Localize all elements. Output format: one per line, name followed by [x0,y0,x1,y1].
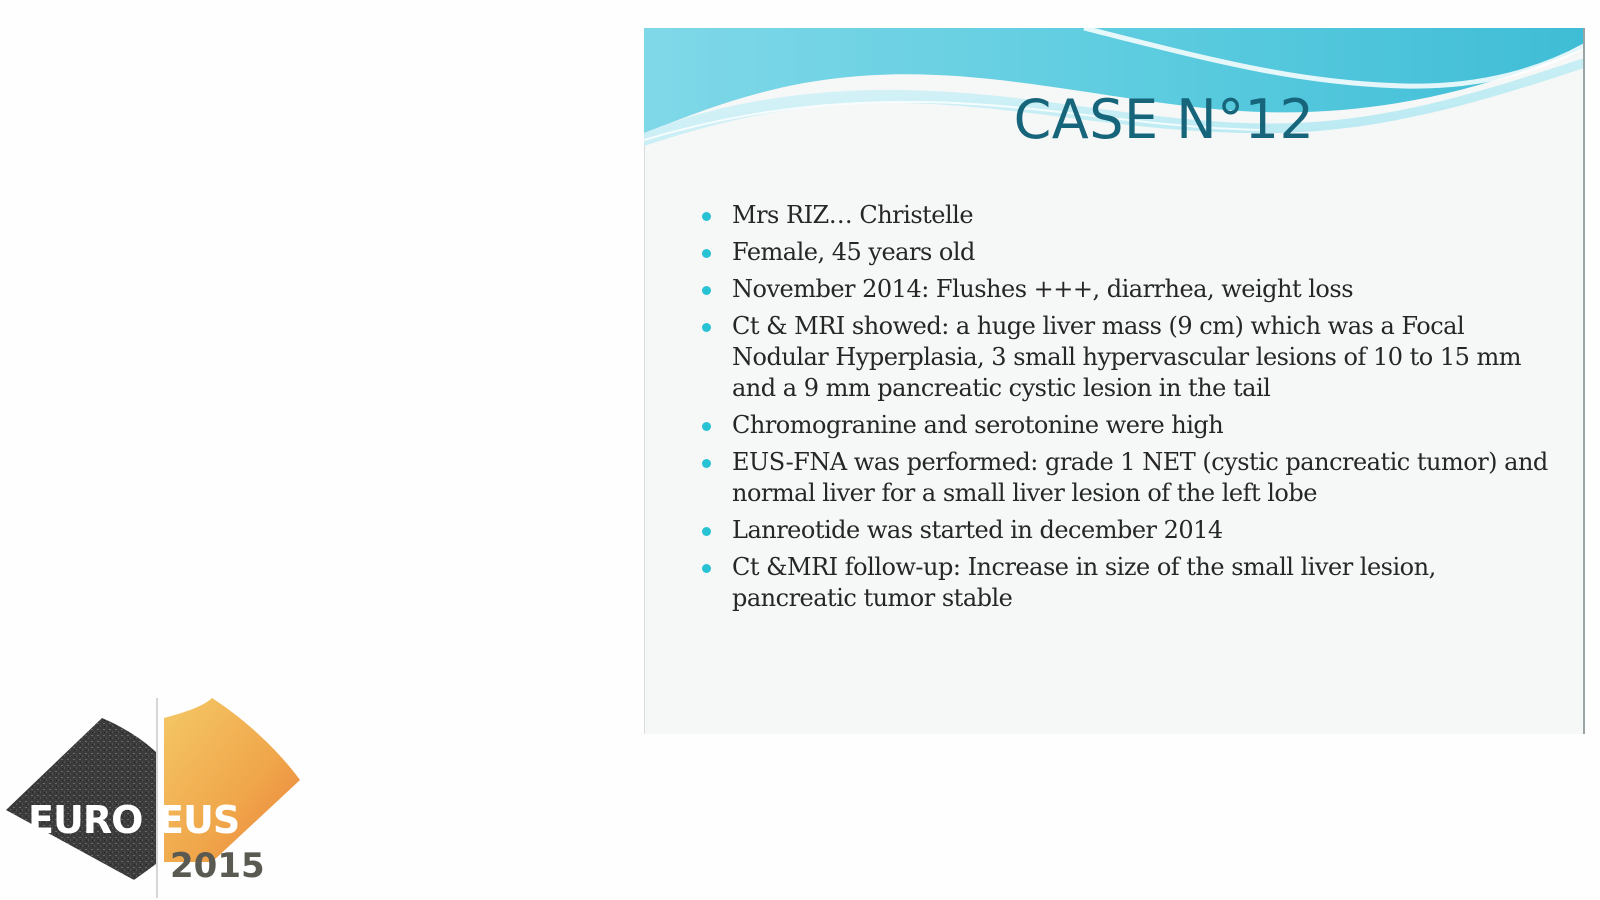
list-item [700,552,1550,614]
slide-border [1583,28,1585,734]
list-item [700,410,1550,441]
bullet-list [700,200,1550,620]
bullet-text: Female, 45 years old [732,238,975,266]
bullet-text: November 2014: Flushes +++, diarrhea, weight loss [732,275,1354,303]
bullet-text: Lanreotide was started in december 2014 [732,516,1223,544]
bullet-dot-icon [702,323,711,332]
bullet-text: Chromogranine and serotonine were high [732,411,1224,439]
bullet-dot-icon [702,422,711,431]
bullet-dot-icon [702,212,711,221]
bullet-dot-icon [702,286,711,295]
presentation-slide [644,28,1584,734]
logo-text-eus: EUS [158,798,240,842]
list-item [700,447,1550,509]
bullet-dot-icon [702,527,711,536]
list-item [700,515,1550,546]
slide-title: CASE N°12 [1013,88,1315,151]
list-item [700,311,1550,404]
bullet-dot-icon [702,564,711,573]
bullet-text: Ct &MRI follow-up: Increase in size of the small liver lesion, pancreatic tumor stable [732,553,1436,612]
logo-year: 2015 [170,846,265,886]
list-item [700,200,1550,231]
bullet-text: Mrs RIZ… Christelle [732,201,974,229]
logo-text-euro: EURO [28,798,143,842]
bullet-dot-icon [702,249,711,258]
list-item [700,274,1550,305]
list-item [700,237,1550,268]
bullet-text: EUS-FNA was performed: grade 1 NET (cystic pancreatic tumor) and normal liver for a small liver lesion of the left lobe [732,448,1548,507]
bullet-text: Ct & MRI showed: a huge liver mass (9 cm) which was a Focal Nodular Hyperplasia, 3 small hypervascular lesions of 10 to 15 mm and a 9 mm pancreatic cystic lesion in the tail [732,312,1522,402]
bullet-dot-icon [702,459,711,468]
euroeus-logo [6,698,306,898]
